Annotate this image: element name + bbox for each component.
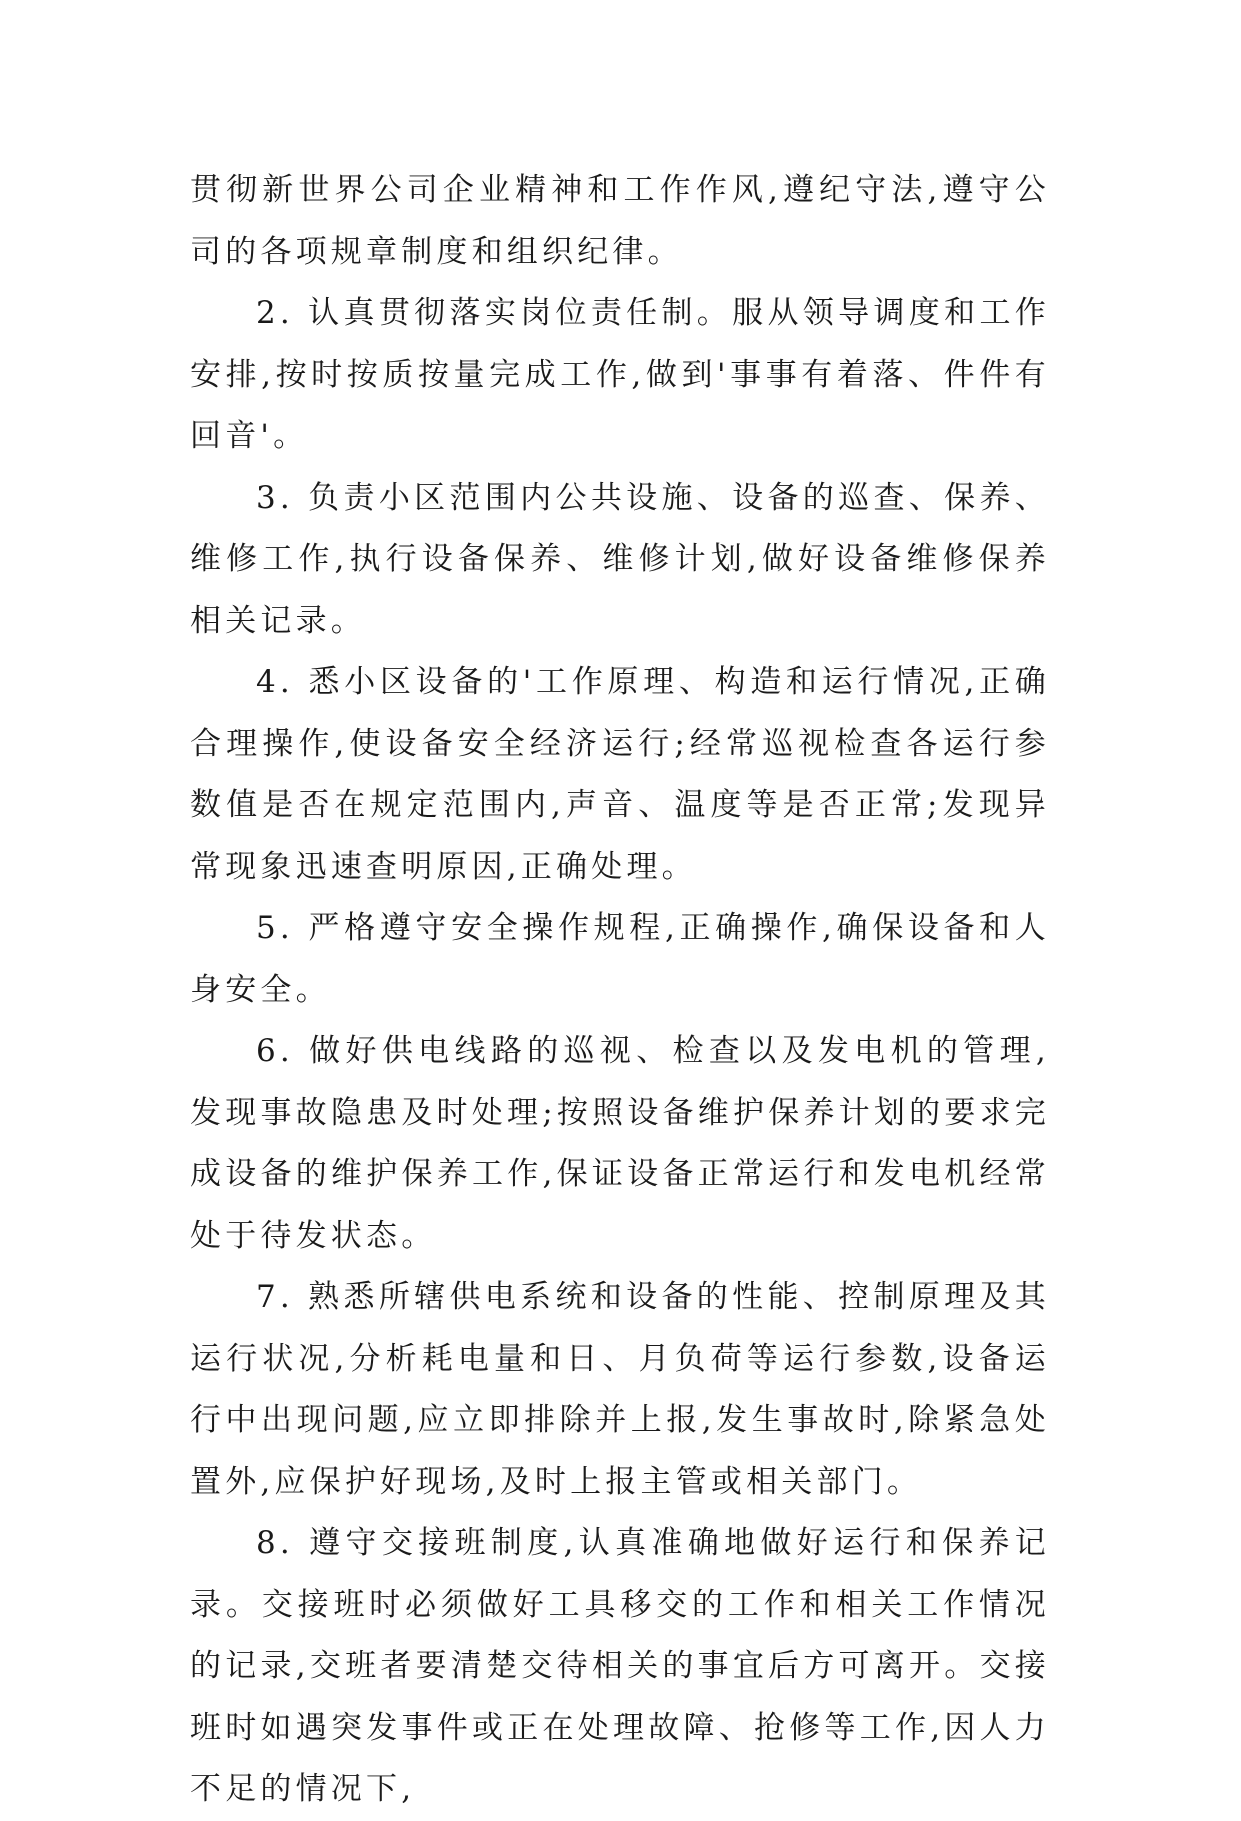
paragraph-item-2: 2. 认真贯彻落实岗位责任制。服从领导调度和工作安排,按时按质按量完成工作,做到'事事有着落、件件有回音'。 xyxy=(190,295,1050,454)
paragraph-item-4: 4. 悉小区设备的'工作原理、构造和运行情况,正确合理操作,使设备安全经济运行;经常巡视检查各运行参数值是否在规定范围内,声音、温度等是否正常;发现异常现象迅速查明原因,正确处理。 xyxy=(190,664,1050,885)
paragraph-item-8: 8. 遵守交接班制度,认真准确地做好运行和保养记录。交接班时必须做好工具移交的工作和相关工作情况的记录,交班者要清楚交待相关的事宜后方可离开。交接班时如遇突发事件或正在处理故障、抢修等工作,因人力不足的情况下, xyxy=(190,1525,1050,1807)
paragraph-item-7: 7. 熟悉所辖供电系统和设备的性能、控制原理及其运行状况,分析耗电量和日、月负荷等运行参数,设备运行中出现问题,应立即排除并上报,发生事故时,除紧急处置外,应保护好现场,及时上报主管或相关部门。 xyxy=(190,1279,1050,1500)
paragraph-item-5: 5. 严格遵守安全操作规程,正确操作,确保设备和人身安全。 xyxy=(190,910,1050,1008)
paragraph-item-3: 3. 负责小区范围内公共设施、设备的巡查、保养、维修工作,执行设备保养、维修计划,做好设备维修保养相关记录。 xyxy=(190,479,1050,639)
document-page xyxy=(190,160,1050,1821)
paragraph-item-6: 6. 做好供电线路的巡视、检查以及发电机的管理,发现事故隐患及时处理;按照设备维护保养计划的要求完成设备的维护保养工作,保证设备正常运行和发电机经常处于待发状态。 xyxy=(190,1033,1050,1254)
paragraph-intro: 贯彻新世界公司企业精神和工作作风,遵纪守法,遵守公司的各项规章制度和组织纪律。 xyxy=(190,172,1050,270)
